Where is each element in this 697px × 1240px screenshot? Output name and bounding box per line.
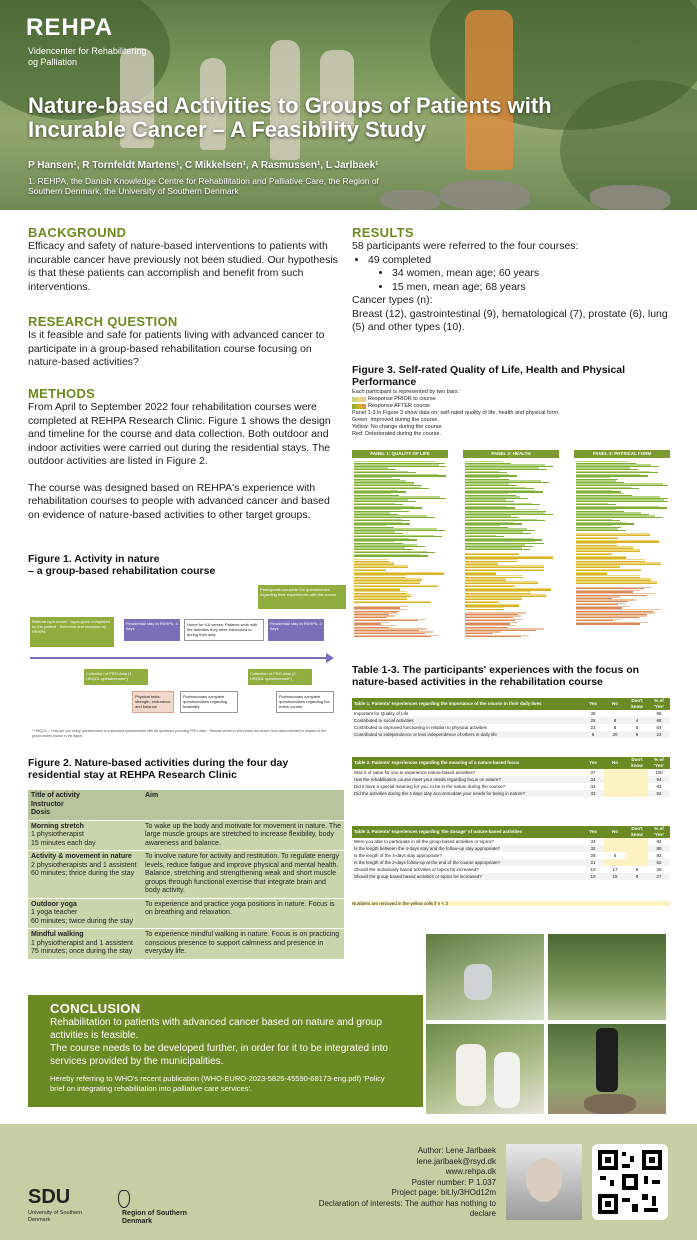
table-header-cell: Table 2. Patients' experiences regarding the meaning of a nature-based focus	[352, 757, 582, 769]
table-row	[352, 783, 670, 790]
table-cell: 20	[612, 731, 618, 737]
table-cell	[626, 783, 648, 790]
methods-heading: METHODS	[28, 386, 96, 401]
footer-project-page[interactable]: Project page: bit.ly/3HOd12m	[391, 1188, 496, 1197]
conclusion-reference: Hereby referring to WHO's recent publication (WHO-EURO-2023-5825-45590-68173-eng.pdf) 'Policy brief on integrating rehabilitation into palliative care services'.	[50, 1074, 385, 1093]
table-cell: 92	[656, 790, 662, 796]
results-women: • 34 women, mean age; 60 years	[392, 267, 672, 281]
person-shape	[494, 1052, 520, 1108]
table-cell: 35	[590, 710, 596, 716]
table-1	[352, 698, 670, 738]
activity-dosis: 60 minutes; thrice during the stay	[31, 870, 135, 877]
table-cell: 25	[590, 717, 596, 723]
activity-instructor: 1 physiotherapist and 1 assistent	[31, 939, 133, 947]
fig1-box-physical: Physical tests: strength, endurance and balance	[132, 691, 174, 713]
bar-after	[354, 555, 428, 556]
table-cell: 8	[613, 724, 617, 730]
rock-shape	[584, 1094, 636, 1114]
figure2-title: Figure 2. Nature-based activities during the four day residential stay at REHPA Research Clinic	[28, 757, 289, 781]
header-aim: Aim	[142, 790, 344, 820]
figure2-table	[28, 790, 344, 960]
table-header-cell: No	[604, 698, 626, 710]
panel-title: PANEL 3: PHYSICAL FORM	[574, 450, 670, 458]
table-cell: 28	[590, 852, 596, 858]
table-cell: Contributed to independence or less independence of others in daily life	[354, 731, 497, 737]
panel-title: PANEL 1: QUALITY OF LIFE	[352, 450, 448, 458]
author-portrait	[506, 1144, 582, 1220]
activity-instructor: 1 physiotherapist	[31, 831, 84, 838]
activity-instructor: 2 physiotherapists and 1 assistent	[31, 861, 137, 869]
qr-code-icon[interactable]	[592, 1144, 668, 1220]
footer-poster-number: Poster number: P 1.037	[411, 1177, 496, 1187]
rock	[590, 185, 670, 210]
figure1-diagram	[28, 585, 338, 745]
table-cell: 8	[635, 731, 639, 737]
table-cell: 32	[590, 845, 596, 851]
activity-aim: To involve nature for activity and restitution. To regulate energy levels, reduce fatigue and improve physical and mental health. Balance, stretching and strengthening weak and short muscle groups through functional exercise that integrate brain and body activity.	[142, 851, 344, 899]
table-cell: 17	[612, 866, 618, 872]
research-question-heading: RESEARCH QUESTION	[28, 314, 178, 329]
table-cell: Is the length between the 4-days stay and the follow-up stay appropriate?	[354, 845, 501, 851]
table-cell	[626, 859, 648, 866]
methods-paragraph-2: The course was designed based on REHPA's experience with rehabilitation courses to people with advanced cancer and based on evidence of nature-based activities to other target groups.	[28, 481, 330, 521]
table-cell: Contributed to social activities	[354, 717, 414, 723]
footer-author: Author: Lene Jarlbaek	[417, 1146, 496, 1155]
table-header-cell: Don't know	[626, 698, 648, 710]
table-cell: 37	[590, 769, 596, 775]
table-cell	[604, 776, 626, 783]
activity-dosis: 60 minutes; twice during the stay	[31, 917, 133, 925]
footer-declaration: Declaration of interests: The author has nothing to declare	[318, 1198, 496, 1218]
table-cell	[604, 790, 626, 797]
table-row	[352, 838, 670, 845]
table-row	[352, 790, 670, 797]
activity-aim: To experience and practice yoga positions in nature. Focus is on breathing and relaxation.	[142, 898, 344, 929]
table-header-cell: Yes	[582, 698, 604, 710]
table-row	[352, 866, 670, 873]
figure3-note-red: Red: Deteriorated during the course.	[352, 431, 441, 437]
table-cell	[626, 769, 648, 776]
header-dosis: Dosis	[31, 809, 51, 816]
fig1-box-prof1: Professionals complete questionnaires regarding feasibility	[180, 691, 238, 713]
table-header-cell: % of 'Yes'	[648, 757, 670, 769]
bar-after	[576, 623, 640, 624]
table-row	[352, 717, 670, 724]
legend-prior-swatch	[352, 397, 366, 402]
fig1-box-stay1: Residential stay at REHPA, 4 days	[124, 619, 180, 641]
table-cell: 94	[656, 776, 662, 782]
footer-email[interactable]: lene.jarlbaek@rsyd.dk	[416, 1156, 496, 1166]
table-cell: 8	[613, 717, 617, 723]
conclusion-text-1: Rehabilitation to patients with advanced cancer based on nature and group activities is feasible.	[50, 1017, 382, 1041]
sdu-logo-subtitle: University of Southern Denmark	[28, 1210, 83, 1223]
table-cell: Did it have a special meaning for you, to be in the nature during the course?	[354, 783, 506, 789]
table-3-note: Numbers are removed in the yellow cells if n < 3	[352, 901, 670, 906]
cancer-types-label: Cancer types (n):	[352, 294, 433, 306]
table-row	[352, 845, 670, 852]
panel-health	[463, 450, 559, 638]
panel-quality-of-life	[352, 450, 448, 638]
table-cell: 10	[590, 873, 596, 879]
table-row	[28, 898, 344, 929]
photo-balance-on-rock	[548, 1024, 666, 1114]
activity-title: Morning stretch	[31, 822, 84, 830]
table-header-cell: % of 'Yes'	[648, 826, 670, 838]
results-section	[352, 225, 672, 335]
activity-title: Mindful walking	[31, 931, 84, 938]
table-header-cell: Yes	[582, 757, 604, 769]
header-instructor: Instructor	[31, 800, 64, 808]
table-cell: 28	[656, 866, 662, 872]
figure3-note-green: Green: Improved during the course.	[352, 417, 439, 423]
results-list	[352, 254, 672, 268]
table-cell: 4	[635, 717, 639, 723]
results-completed: • 49 completed	[368, 254, 672, 268]
bar-after	[465, 636, 521, 637]
figure1-title	[28, 553, 344, 577]
figure3-chart	[352, 450, 672, 640]
table-header-row	[352, 826, 670, 838]
results-sublist	[352, 267, 672, 294]
table-header-cell: % of 'Yes'	[648, 698, 670, 710]
table-header-cell: Table 1. Patients' experiences regarding the importance of the course in their daily lives	[352, 698, 582, 710]
activity-aim: To experience mindful walking in nature. Focus is on practicing conscious presence to support calmness and presence in everyday life.	[142, 929, 344, 960]
table-cell: 34	[590, 838, 596, 844]
portrait-face	[526, 1158, 562, 1202]
person-shape	[456, 1044, 486, 1106]
table-header-cell: Table 3. Patients' experiences regarding 'the dosage' of nature-based activities	[352, 826, 582, 838]
table-row	[352, 710, 670, 717]
research-question-text: Is it feasible and safe for patients living with advanced cancer to participate in a group-based rehabilitation course focusing on nature-based activities?	[28, 329, 325, 368]
table-cell: Contributed to improved functioning in relation to physical activities	[354, 724, 487, 730]
table-cell	[626, 852, 648, 859]
walker-figure	[465, 10, 513, 170]
table-cell: 8	[635, 873, 639, 879]
header-title-of-activity: Title of activity	[31, 792, 80, 799]
table-cell: 68	[656, 717, 662, 723]
table-cell: 95	[656, 710, 662, 716]
header-col1	[28, 790, 142, 820]
fig1-box-top: Participants complete the questionnaire regarding their experiences with the course	[258, 585, 346, 609]
table-cell: Should the individually based activities or topics be increased?	[354, 866, 479, 872]
methods-paragraph-1: From April to September 2022 four rehabilitation courses were completed at REHPA Research Clinic. Figure 1 shows the design and timeline for the course and data collection. Both outdoor and indoor activities were carried out during the residential stays. The outdoor activities are listed in Figure 2.	[28, 401, 331, 467]
photo-man-sitting	[426, 934, 544, 1020]
poster-title: Nature-based Activities to Groups of Patients with Incurable Cancer – A Feasibility Study	[28, 93, 552, 142]
bar-after	[354, 602, 431, 603]
table-cell	[626, 845, 648, 852]
table-row	[352, 769, 670, 776]
methods-section	[28, 386, 344, 522]
table-header-cell: No	[604, 757, 626, 769]
activity-title: Activity & movement in nature	[31, 853, 132, 860]
table-cell: 9	[635, 866, 639, 872]
table-cell: 6	[613, 852, 617, 858]
activity-dosis: 15 minutes each day	[31, 839, 96, 847]
table-cell: 92	[656, 838, 662, 844]
figure1-title-line2: – a group-based rehabilitation course	[28, 565, 216, 577]
panel-physical-form	[574, 450, 670, 638]
conclusion-heading: CONCLUSION	[50, 1001, 141, 1016]
figure3-note-yellow: Yellow: No change during the course.	[352, 424, 443, 430]
fig1-box-pro2: Collection of PRO-data (2. HRQOL questionnaire*)	[248, 669, 312, 685]
figure3-legend	[352, 389, 672, 438]
table-cell: 33	[590, 790, 596, 796]
table-header-cell: Don't know	[626, 826, 648, 838]
bar-after	[576, 530, 626, 531]
table-cell	[604, 859, 626, 866]
rock	[440, 180, 530, 210]
results-heading: RESULTS	[352, 225, 414, 240]
table-cell	[604, 769, 626, 776]
background-section	[28, 225, 344, 294]
conclusion-text-2: The course needs to be developed further, in order for it to be integrated into services provided by the municipalities.	[50, 1043, 388, 1067]
photo-women-stretching	[426, 1024, 544, 1114]
background-heading: BACKGROUND	[28, 225, 127, 240]
table-cell: 34	[590, 776, 596, 782]
table-cell: 89	[656, 845, 662, 851]
table-cell: Was it of value for you to experience nature-based activities?	[354, 769, 476, 775]
legend-prior-label: Response PRIOR to course	[368, 396, 436, 402]
table-cell: Important for Quality of Life	[354, 710, 409, 716]
table-cell	[604, 845, 626, 852]
fig1-box-referral: Referral by a doctor · Apps given completed by the patient · Selection and inclusion by REHPA	[30, 617, 114, 647]
table-cell: Should the group-based based activities or topics be increased?	[354, 873, 482, 879]
table-cell	[604, 783, 626, 790]
table-row	[352, 852, 670, 859]
bar-after	[465, 609, 504, 610]
results-men: • 15 men, mean age; 68 years	[392, 281, 672, 295]
fig1-box-pro1: Collection of PRO-data (1. HRQOL questionnaire*)	[84, 669, 148, 685]
table-header-cell: No	[604, 826, 626, 838]
conclusion-box	[28, 995, 423, 1107]
panel-title: PANEL 2: HEALTH	[463, 450, 559, 458]
authors: P Hansen¹, R Tornfeldt Martens¹, C Mikkelsen¹, A Rasmussen¹, L Jarlbaek¹	[28, 160, 379, 171]
region-logo-icon	[118, 1190, 130, 1208]
bar-after	[576, 583, 657, 584]
table-row	[28, 929, 344, 960]
table-row	[352, 731, 670, 738]
rehpa-logo-subtitle: Videncenter for Rehabilitering og Palliation	[28, 46, 147, 67]
table-cell: 92	[656, 783, 662, 789]
table-cell: 27	[656, 873, 662, 879]
fig1-box-stay2: Residential stay at REHPA, 2 days	[268, 619, 324, 641]
table-cell: 100	[655, 769, 663, 775]
table-header-row	[352, 698, 670, 710]
table-3	[352, 826, 670, 880]
figure1-title-line1: Figure 1. Activity in nature	[28, 553, 160, 565]
sdu-logo: SDU	[28, 1186, 71, 1208]
table-header-cell: Don't know	[626, 757, 648, 769]
footer	[0, 1124, 697, 1240]
background-text: Efficacy and safety of nature-based interventions to patients with incurable cancer have previously not been studied. Our hypothesis is that these patients can accomplish and benefit from such interventions.	[28, 240, 338, 293]
table-cell: Is the length of the 2-days follow-up at the end of the course appropriate?	[354, 859, 501, 865]
table-row	[28, 820, 344, 851]
activity-instructor: 1 yoga teacher	[31, 909, 78, 916]
table-2	[352, 757, 670, 797]
table-row	[352, 873, 670, 880]
legend-prior-row	[352, 396, 672, 403]
person-shape	[464, 964, 492, 1000]
table-cell: 62	[656, 859, 662, 865]
table-cell: 64	[656, 724, 662, 730]
table-cell: 19	[612, 873, 618, 879]
fig1-footnote: * HRQOL – 'How are you doing' questionnaire is a standard questionnaire with 58 questions providing PRO data. · Results shown in this poster are drawn from data collected in relation to the grown boxes shown in the figure.	[32, 729, 327, 738]
table-cell	[626, 710, 648, 717]
tables-title: Table 1-3. The participants' experiences with the focus on nature-based activities in the rehabilitation course	[352, 664, 640, 688]
table-cell: 5	[635, 724, 639, 730]
bar-after	[354, 636, 431, 637]
activity-title: Outdoor yoga	[31, 900, 77, 908]
fig1-box-prof2: Professionals complete questionnaires regarding the entire course	[276, 691, 334, 713]
table-cell: Were you able to participate in all the group-based activities or topics?	[354, 838, 494, 844]
bar-after	[465, 549, 530, 550]
legend-after-row	[352, 403, 672, 410]
table-cell	[604, 710, 626, 717]
footer-contact	[300, 1146, 496, 1220]
photo-group-yoga	[548, 934, 666, 1020]
table-row	[352, 724, 670, 731]
footer-web[interactable]: www.rehpa.dk	[445, 1167, 496, 1176]
timeline-arrowhead-icon	[326, 653, 334, 663]
table-cell	[626, 776, 648, 783]
table-cell	[604, 838, 626, 845]
table-cell: 22	[656, 731, 662, 737]
rehpa-logo: REHPA	[26, 14, 114, 41]
research-question-section	[28, 314, 344, 370]
results-intro: 58 participants were referred to the four courses:	[352, 240, 579, 252]
table-cell: 34	[590, 783, 596, 789]
table-cell: 10	[590, 866, 596, 872]
table-row	[28, 851, 344, 899]
activity-dosis: 75 minutes; once during the stay	[31, 948, 133, 955]
affiliation: 1. REHPA, the Danish Knowledge Centre for Rehabilitation and Palliative Care, the Region of Southern Denmark, the University of Southern Denmark	[28, 176, 379, 196]
person-shape	[596, 1028, 618, 1092]
table-cell: Is the length of the 4-days stay appropriate?	[354, 852, 442, 858]
table-header-row	[352, 757, 670, 769]
table-cell	[626, 838, 648, 845]
figure3-note: Panel 1-3 in Figure 3 show data on; self-rated quality of life, health and physical form.	[352, 410, 560, 416]
activity-aim: To wake up the body and motivate for movement in nature. The large muscle groups are stretched to increase flexibility, body awareness and balance.	[142, 820, 344, 851]
legend-after-label: Response AFTER course	[368, 403, 431, 409]
table-cell	[626, 790, 648, 797]
table-row	[352, 859, 670, 866]
figure3-title: Figure 3. Self-rated Quality of Life, Health and Physical Performance	[352, 364, 626, 388]
table-cell: Did the activities during the 4 days stay accommodate your needs for being in nature?	[354, 790, 526, 796]
table-row	[352, 776, 670, 783]
legend-after-swatch	[352, 404, 366, 409]
table-header-row	[28, 790, 344, 820]
table-cell: 82	[656, 852, 662, 858]
cancer-types: Breast (12), gastrointestinal (9), hematological (7), prostate (6), lung (5) and other types (10).	[352, 307, 668, 333]
timeline-arrow	[30, 657, 330, 659]
table-cell: 8	[591, 731, 595, 737]
table-cell: 21	[590, 859, 596, 865]
table-cell: 23	[590, 724, 596, 730]
table-header-cell: Yes	[582, 826, 604, 838]
qr-code-graphic	[592, 1144, 668, 1220]
table-cell: Has the rehabilitation course meet your needs regarding focus on nature?	[354, 776, 501, 782]
fig1-box-home: Home for 6-8 weeks: Patients work with the activities they were introduced to during their stay	[184, 619, 264, 641]
rock	[380, 190, 440, 210]
region-logo: Region of Southern Denmark	[122, 1210, 187, 1225]
legend-intro: Each participant is represented by two bars:	[352, 389, 460, 395]
